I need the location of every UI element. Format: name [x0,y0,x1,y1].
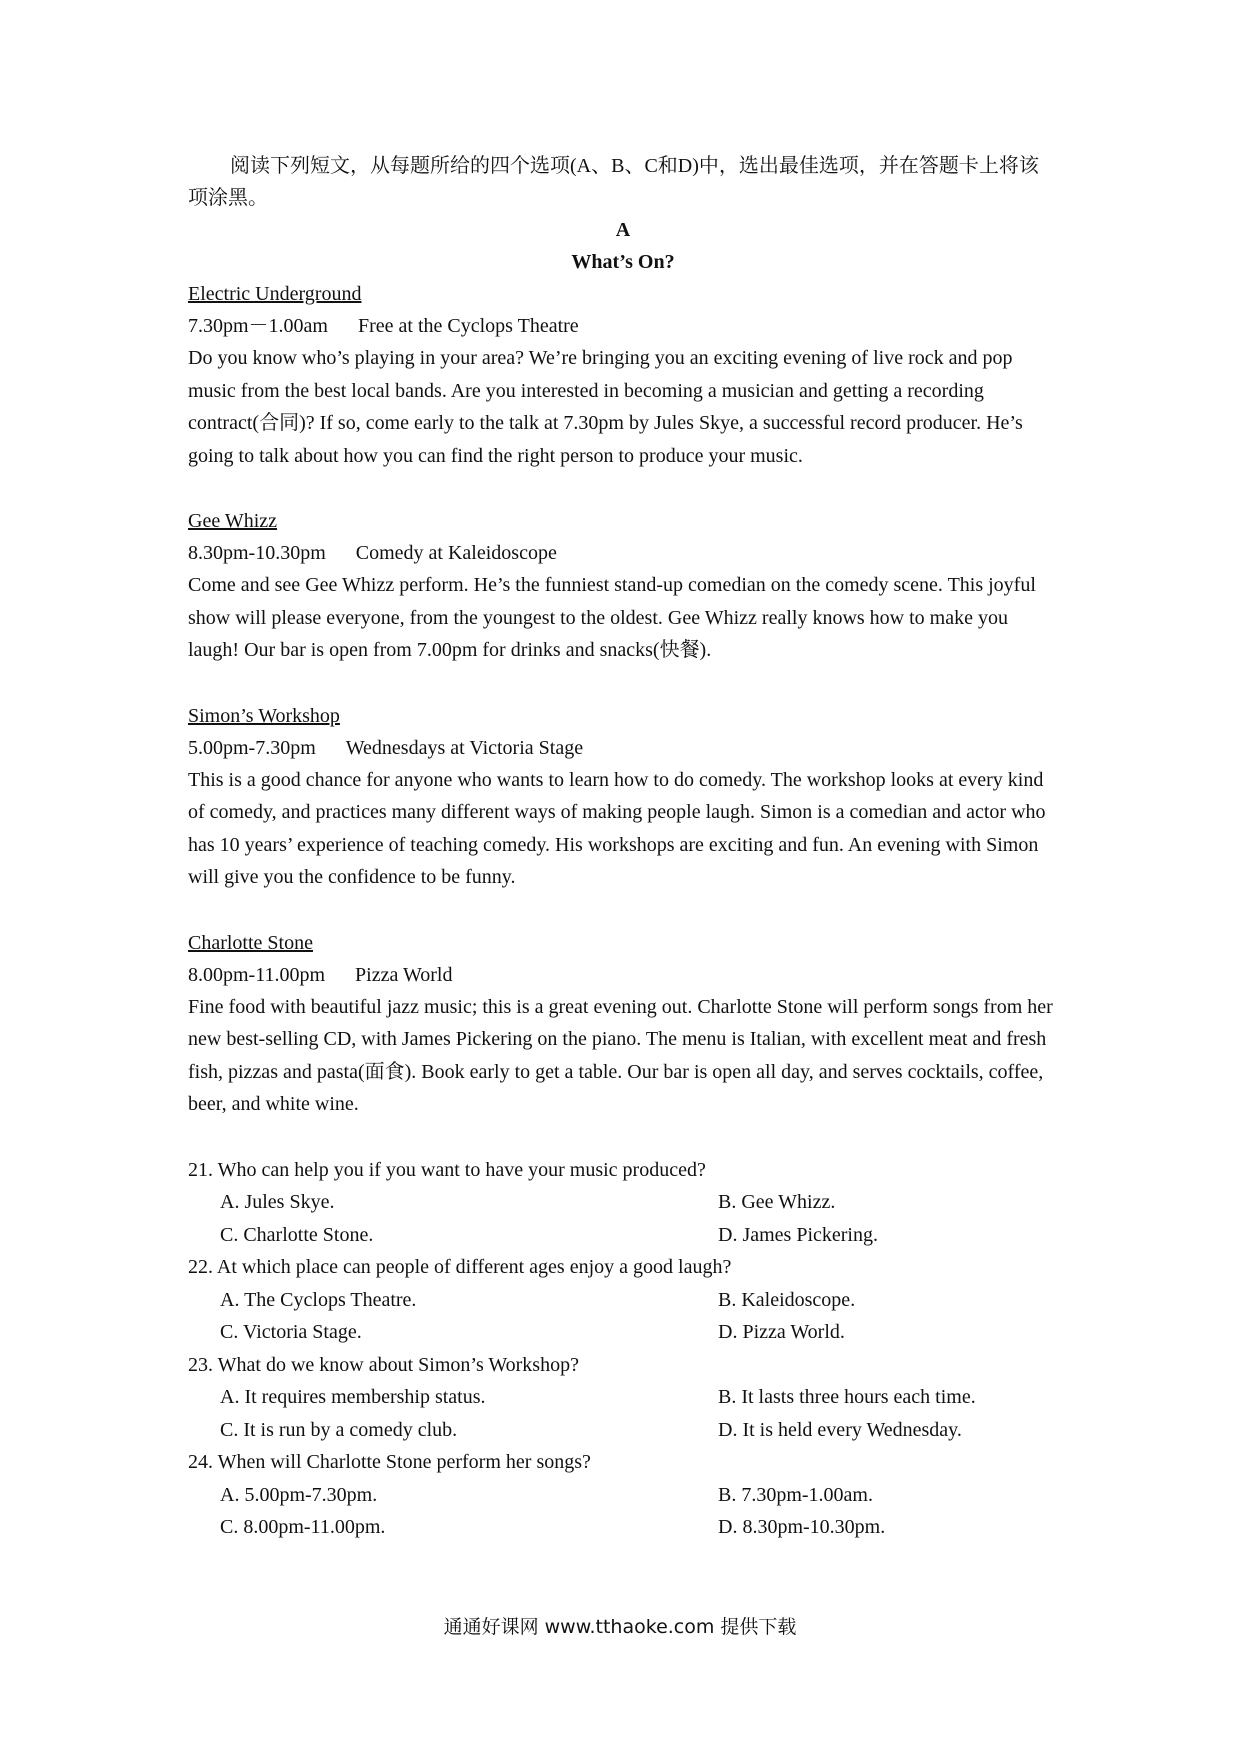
option-d: D. Pizza World. [718,1321,845,1343]
option-a: A. Jules Skye. [220,1191,335,1213]
question-22 [188,1251,1058,1349]
event-name: Simon’s Workshop [188,704,340,727]
content [188,150,1058,1544]
event-simons-workshop [188,700,1058,894]
option-c: C. It is run by a comedy club. [220,1418,458,1441]
event-venue: Pizza World [355,963,453,986]
question-text: 23. What do we know about Simon’s Workshop? [188,1353,579,1376]
question-24 [188,1446,1058,1544]
event-time: 8.30pm-10.30pm [188,542,326,564]
passage-title: What’s On? [571,251,675,273]
event-description: This is a good chance for anyone who wants to learn how to do comedy. The workshop looks at every kind of comedy, and practices many different ways of making people laugh. Simon is a comedian and actor who has 10 years’ experience of teaching comedy. His workshops are exciting and fun. An evening with Simon will give you the confidence to be funny. [188,768,1046,888]
event-name: Electric Underground [188,283,362,305]
section-letter: A [615,219,631,241]
event-info [188,310,1058,342]
option-a: A. The Cyclops Theatre. [220,1288,417,1311]
event-electric-underground [188,278,1058,472]
option-b: B. 7.30pm-1.00am. [718,1483,873,1506]
option-c: C. Victoria Stage. [220,1321,362,1343]
event-description: Do you know who’s playing in your area? We’re bringing you an exciting evening of live rock and pop music from the best local bands. Are you interested in becoming a musician and getting a recording contract(合同)? If so, come early to the talk at 7.30pm by Jules Skye, a successful record producer. He’s going to talk about how you can find the right person to produce your music. [188,347,1023,467]
event-venue: Free at the Cyclops Theatre [358,315,579,337]
footer-source: 通通好课网 www.tthaoke.com 提供下载 [443,1616,797,1638]
event-time: 8.00pm-11.00pm [188,963,326,986]
event-venue: Wednesdays at Victoria Stage [345,736,584,759]
event-description: Come and see Gee Whizz perform. He’s the funniest stand-up comedian on the comedy scene. This joyful show will please everyone, from the youngest to the oldest. Gee Whizz really knows how to make you laugh! Our bar is open from 7.00pm for drinks and snacks(快餐). [188,574,1036,661]
question-text: 24. When will Charlotte Stone perform her songs? [188,1451,591,1473]
event-venue: Comedy at Kaleidoscope [355,542,557,564]
option-b: B. It lasts three hours each time. [718,1386,976,1408]
event-name: Gee Whizz [188,510,278,532]
event-description: Fine food with beautiful jazz music; this is a great evening out. Charlotte Stone will perform songs from her new best-selling CD, with James Pickering on the piano. The menu is Italian, with excellent meat and fresh fish, pizzas and pasta(面食). Book early to get a table. Our bar is open all day, and serves cocktails, coffee, beer, and white wine. [188,995,1053,1115]
instructions: 阅读下列短文，从每题所给的四个选项(A、B、C和D)中，选出最佳选项，并在答题卡上将该项涂黑。 [188,155,1039,209]
event-info [188,959,1058,991]
option-c: C. 8.00pm-11.00pm. [220,1516,386,1538]
option-a: A. 5.00pm-7.30pm. [220,1483,378,1506]
question-text: 22. At which place can people of different ages enjoy a good laugh? [188,1256,732,1278]
event-info [188,732,1058,764]
event-name: Charlotte Stone [188,931,313,954]
question-text: 21. Who can help you if you want to have your music produced? [188,1158,706,1181]
option-b: B. Gee Whizz. [718,1191,836,1213]
option-c: C. Charlotte Stone. [220,1223,374,1246]
option-d: D. 8.30pm-10.30pm. [718,1516,886,1538]
option-a: A. It requires membership status. [220,1386,486,1408]
option-b: B. Kaleidoscope. [718,1288,856,1311]
question-21 [188,1154,1058,1252]
event-gee-whizz [188,505,1058,667]
event-time: 5.00pm-7.30pm [188,736,316,759]
option-d: D. It is held every Wednesday. [718,1418,962,1441]
event-info [188,537,1058,569]
option-d: D. James Pickering. [718,1223,878,1246]
question-23 [188,1349,1058,1447]
event-time: 7.30pm－1.00am [188,315,328,337]
event-charlotte-stone [188,927,1058,1121]
